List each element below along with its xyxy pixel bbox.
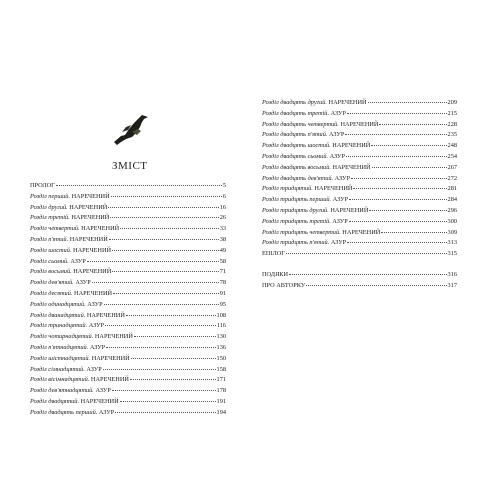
toc-entry[interactable] bbox=[30, 245, 226, 256]
toc-entry[interactable] bbox=[30, 202, 226, 213]
page-number: 116 bbox=[216, 322, 226, 330]
toc-entry-title bbox=[262, 152, 345, 162]
chapter-number: Розділ двадцять дев'ятий. bbox=[262, 174, 334, 182]
chapter-narrator: ПРО АВТОРКУ bbox=[262, 281, 306, 289]
chapter-narrator: ПРОЛОГ bbox=[30, 182, 55, 189]
page-title: ЗМІСТ bbox=[112, 160, 148, 172]
toc-entry[interactable] bbox=[30, 396, 226, 407]
chapter-narrator: АЗУР bbox=[329, 131, 345, 139]
dot-leader bbox=[104, 299, 219, 305]
chapter-narrator: НАРЕЧЕНИЙ bbox=[73, 268, 112, 276]
chapter-narrator: НАРЕЧЕНИЙ bbox=[90, 376, 129, 384]
toc-entry[interactable] bbox=[262, 140, 457, 151]
toc-entry[interactable] bbox=[30, 223, 226, 234]
dot-leader bbox=[120, 396, 216, 402]
chapter-number: Розділ одинадцятий. bbox=[30, 300, 86, 308]
chapter-narrator: НАРЕЧЕНИЙ bbox=[332, 142, 371, 150]
chapter-narrator: АЗУР bbox=[332, 196, 349, 204]
toc-entry-title bbox=[30, 224, 119, 234]
chapter-number: Розділ сьомий. bbox=[30, 257, 69, 265]
chapter-number: Розділ перший. bbox=[30, 192, 71, 200]
dot-leader bbox=[131, 353, 216, 359]
dot-leader bbox=[306, 280, 446, 286]
toc-entry[interactable] bbox=[30, 385, 226, 396]
dot-leader bbox=[112, 385, 216, 391]
dot-leader bbox=[56, 180, 222, 186]
toc-entry[interactable] bbox=[30, 374, 226, 385]
dot-leader bbox=[111, 191, 222, 197]
toc-entry[interactable] bbox=[30, 299, 226, 310]
chapter-number: Розділ двадцять восьмий. bbox=[262, 163, 331, 171]
chapter-number: Розділ тридцять третій. bbox=[262, 217, 331, 225]
toc-entry-title bbox=[262, 195, 348, 205]
page-number: 316 bbox=[447, 270, 457, 278]
toc-entry-title bbox=[262, 249, 285, 259]
chapter-narrator: НАРЕЧЕНИЙ bbox=[71, 214, 110, 222]
toc-right-column bbox=[262, 97, 457, 291]
page-number: 254 bbox=[447, 152, 457, 160]
dot-leader bbox=[379, 119, 446, 125]
dot-leader bbox=[112, 245, 219, 251]
toc-entry[interactable] bbox=[30, 342, 226, 353]
toc-entry-title bbox=[30, 278, 91, 288]
chapter-narrator: НАРЕЧЕНИЙ bbox=[69, 203, 108, 211]
toc-entry[interactable] bbox=[262, 108, 457, 119]
chapter-number: Розділ тридцять другий. bbox=[262, 206, 329, 214]
chapter-number: Розділ дванадцятий. bbox=[30, 311, 86, 319]
toc-entry-title bbox=[30, 267, 111, 277]
page-number: 284 bbox=[447, 196, 457, 204]
chapter-narrator: НАРЕЧЕНИЙ bbox=[86, 311, 125, 319]
chapter-number: Розділ двадцять сьомий. bbox=[262, 152, 329, 160]
chapter-number: Розділ тридцять перший. bbox=[262, 196, 332, 204]
dot-leader bbox=[371, 140, 446, 146]
chapter-number: Розділ вісімнадцятий. bbox=[30, 376, 90, 384]
toc-entry-title bbox=[262, 98, 367, 108]
chapter-narrator: НАРЕЧЕНИЙ bbox=[332, 163, 371, 171]
toc-entry[interactable] bbox=[262, 205, 457, 216]
toc-entry[interactable] bbox=[30, 212, 226, 223]
dot-leader bbox=[381, 227, 446, 233]
chapter-number: Розділ другий. bbox=[30, 203, 68, 211]
chapter-narrator: АЗУР bbox=[89, 343, 106, 351]
toc-entry-title bbox=[30, 246, 111, 256]
page-number: 6 bbox=[222, 192, 226, 200]
toc-entry[interactable] bbox=[262, 248, 457, 259]
dot-leader bbox=[109, 234, 219, 240]
toc-entry[interactable] bbox=[262, 183, 457, 194]
chapter-number: Розділ п'ятий. bbox=[30, 235, 69, 243]
toc-entry[interactable] bbox=[30, 320, 226, 331]
toc-entry-title bbox=[262, 281, 305, 291]
toc-entry[interactable] bbox=[262, 280, 457, 291]
page-number: 130 bbox=[216, 333, 226, 341]
toc-entry[interactable] bbox=[262, 151, 457, 162]
chapter-number: Розділ двадцять перший. bbox=[30, 408, 98, 416]
page-number: 58 bbox=[219, 257, 226, 265]
toc-entry-title bbox=[262, 120, 378, 130]
chapter-narrator: НАРЕЧЕНИЙ bbox=[94, 333, 133, 341]
chapter-number: Розділ дев'ятнадцятий. bbox=[30, 387, 94, 395]
chapter-narrator: НАРЕЧЕНИЙ bbox=[74, 289, 113, 297]
toc-entry[interactable] bbox=[262, 194, 457, 205]
page-number: 267 bbox=[447, 163, 457, 171]
page-number: 5 bbox=[222, 182, 226, 189]
toc-entry[interactable] bbox=[30, 288, 226, 299]
dot-leader bbox=[351, 173, 447, 179]
chapter-number: Розділ двадцять четвертий. bbox=[262, 120, 339, 128]
chapter-narrator: НАРЕЧЕНИЙ bbox=[91, 354, 130, 362]
dot-leader bbox=[108, 202, 218, 208]
dot-leader bbox=[349, 216, 447, 222]
toc-entry[interactable] bbox=[262, 162, 457, 173]
page-number: 281 bbox=[447, 185, 457, 193]
dot-leader bbox=[87, 256, 219, 262]
dot-leader bbox=[353, 183, 446, 189]
toc-entry[interactable] bbox=[30, 277, 226, 288]
page-number: 209 bbox=[447, 99, 457, 106]
chapter-number: Розділ тридцять п'ятий. bbox=[262, 239, 330, 247]
chapter-narrator: НАРЕЧЕНИЙ bbox=[330, 206, 369, 214]
dot-leader bbox=[346, 151, 447, 157]
toc-entry-title bbox=[30, 365, 102, 375]
page-number: 296 bbox=[447, 206, 457, 214]
chapter-narrator: АЗУР bbox=[332, 217, 348, 225]
dot-leader bbox=[115, 407, 215, 413]
dot-leader bbox=[92, 277, 219, 283]
page-number: 300 bbox=[447, 217, 457, 225]
toc-entry-title bbox=[30, 343, 105, 353]
chapter-narrator: АЗУР bbox=[70, 257, 86, 265]
toc-entry-title bbox=[30, 257, 86, 267]
chapter-number: Розділ двадцять шостий. bbox=[262, 142, 331, 150]
toc-entry[interactable] bbox=[262, 119, 457, 130]
page-number: 178 bbox=[216, 387, 226, 395]
raven-icon bbox=[112, 112, 152, 148]
chapter-number: Розділ тринадцятий. bbox=[30, 322, 88, 330]
dot-leader bbox=[347, 237, 446, 243]
chapter-narrator: АЗУР bbox=[334, 174, 351, 182]
dot-leader bbox=[289, 269, 447, 275]
page-number: 171 bbox=[216, 376, 226, 384]
toc-entry-title bbox=[30, 397, 119, 407]
chapter-number: Розділ чотирнадцятий. bbox=[30, 333, 94, 341]
toc-entry[interactable] bbox=[262, 269, 457, 280]
page-number: 235 bbox=[447, 131, 457, 139]
page-number: 136 bbox=[216, 343, 226, 351]
toc-entry[interactable] bbox=[30, 353, 226, 364]
page-number: 313 bbox=[447, 239, 457, 247]
page-number: 228 bbox=[447, 120, 457, 128]
chapter-narrator: ЕПІЛОГ bbox=[262, 250, 285, 258]
dot-leader bbox=[103, 364, 216, 370]
chapter-number: Розділ сімнадцятий. bbox=[30, 365, 85, 373]
page-number: 26 bbox=[219, 214, 226, 222]
dot-leader bbox=[134, 331, 216, 337]
dot-leader bbox=[345, 129, 446, 135]
chapter-narrator: АЗУР bbox=[86, 365, 102, 373]
toc-entry[interactable] bbox=[30, 364, 226, 375]
dot-leader bbox=[369, 205, 446, 211]
chapter-narrator: НАРЕЧЕНИЙ bbox=[340, 120, 379, 128]
toc-entry-title bbox=[262, 163, 371, 173]
chapter-number: Розділ десятий. bbox=[30, 289, 73, 297]
toc-entry[interactable] bbox=[30, 266, 226, 277]
page-number: 78 bbox=[219, 279, 226, 287]
page-number: 16 bbox=[219, 203, 226, 211]
toc-entry[interactable] bbox=[262, 227, 457, 238]
toc-entry-title bbox=[30, 408, 114, 418]
toc-entry[interactable] bbox=[262, 216, 457, 227]
dot-leader bbox=[347, 108, 447, 114]
toc-entry-title bbox=[262, 184, 352, 194]
page-number: 317 bbox=[447, 281, 457, 289]
dot-leader bbox=[105, 320, 216, 326]
toc-entry-title bbox=[262, 130, 344, 140]
chapter-number: Розділ двадцять другий. bbox=[262, 99, 327, 106]
toc-entry-title bbox=[262, 238, 346, 248]
page-number: 309 bbox=[447, 228, 457, 236]
toc-entry-title bbox=[30, 311, 125, 321]
chapter-narrator: АЗУР bbox=[75, 279, 91, 287]
page-number: 215 bbox=[447, 109, 457, 117]
dot-leader bbox=[113, 288, 219, 294]
toc-entry-title bbox=[30, 321, 104, 331]
chapter-number: Розділ двадцять третій. bbox=[262, 109, 330, 117]
toc-entry[interactable] bbox=[30, 180, 226, 191]
toc-entry-title bbox=[30, 289, 112, 299]
chapter-number: Розділ двадцять п'ятий. bbox=[262, 131, 328, 139]
toc-left-column bbox=[30, 180, 226, 418]
chapter-number: Розділ дев'ятий. bbox=[30, 279, 74, 287]
toc-entry-title bbox=[262, 270, 288, 280]
dot-leader bbox=[372, 162, 447, 168]
chapter-number: Розділ шостий. bbox=[30, 246, 72, 254]
toc-entry[interactable] bbox=[262, 97, 457, 108]
chapter-narrator: АЗУР bbox=[87, 300, 103, 308]
toc-entry[interactable] bbox=[30, 191, 226, 202]
toc-entry-title bbox=[30, 354, 130, 364]
dot-leader bbox=[130, 374, 216, 380]
toc-entry-title bbox=[30, 375, 129, 385]
dot-leader bbox=[110, 212, 218, 218]
chapter-number: Розділ четвертий. bbox=[30, 225, 80, 233]
toc-entry-title bbox=[30, 235, 108, 245]
page-number: 33 bbox=[219, 225, 226, 233]
toc-entry[interactable] bbox=[30, 234, 226, 245]
toc-entry-title bbox=[262, 228, 380, 238]
chapter-narrator: АЗУР bbox=[88, 322, 105, 330]
page-number: 248 bbox=[447, 142, 457, 150]
page-number: 315 bbox=[447, 250, 457, 258]
page-number: 194 bbox=[216, 408, 226, 416]
dot-leader bbox=[106, 342, 215, 348]
chapter-narrator: АЗУР bbox=[330, 109, 346, 117]
chapter-narrator: НАРЕЧЕНИЙ bbox=[328, 99, 367, 106]
chapter-narrator: ПОДЯКИ bbox=[262, 270, 289, 278]
page-number: 95 bbox=[219, 300, 226, 308]
toc-entry[interactable] bbox=[30, 407, 226, 418]
toc-entry[interactable] bbox=[30, 256, 226, 267]
page-number: 91 bbox=[219, 289, 226, 297]
toc-entry-title bbox=[30, 213, 109, 223]
chapter-narrator: АЗУР bbox=[329, 152, 345, 160]
chapter-narrator: НАРЕЧЕНИЙ bbox=[73, 246, 112, 254]
dot-leader bbox=[126, 310, 216, 316]
chapter-number: Розділ двадцятий. bbox=[30, 397, 80, 405]
chapter-narrator: НАРЕЧЕНИЙ bbox=[69, 235, 108, 243]
dot-leader bbox=[368, 97, 447, 103]
page-number: 71 bbox=[219, 268, 226, 276]
toc-entry-title bbox=[262, 141, 370, 151]
page-number: 150 bbox=[216, 354, 226, 362]
toc-entry-title bbox=[262, 206, 368, 216]
page-number: 158 bbox=[216, 365, 226, 373]
toc-entry-title bbox=[30, 332, 133, 342]
toc-entry-title bbox=[30, 203, 107, 213]
chapter-narrator: НАРЕЧЕНИЙ bbox=[314, 185, 353, 193]
page-number: 38 bbox=[219, 235, 226, 243]
toc-entry[interactable] bbox=[262, 129, 457, 140]
dot-leader bbox=[112, 266, 218, 272]
dot-leader bbox=[286, 248, 447, 254]
chapter-number: Розділ тридцять четвертий. bbox=[262, 228, 341, 236]
toc-entry-title bbox=[30, 192, 110, 202]
chapter-narrator: НАРЕЧЕНИЙ bbox=[80, 397, 119, 405]
chapter-narrator: АЗУР bbox=[95, 387, 111, 395]
dot-leader bbox=[349, 194, 446, 200]
toc-entry[interactable] bbox=[30, 331, 226, 342]
chapter-number: Розділ третій. bbox=[30, 214, 70, 222]
toc-entry[interactable] bbox=[30, 310, 226, 321]
toc-entry[interactable] bbox=[262, 237, 457, 248]
page-number: 108 bbox=[216, 311, 226, 319]
chapter-narrator: НАРЕЧЕНИЙ bbox=[81, 225, 120, 233]
toc-entry-title bbox=[262, 174, 350, 184]
chapter-narrator: АЗУР bbox=[98, 408, 115, 416]
toc-entry-title bbox=[30, 386, 111, 396]
toc-entry[interactable] bbox=[262, 173, 457, 184]
toc-entry-title bbox=[262, 217, 348, 227]
chapter-narrator: НАРЕЧЕНИЙ bbox=[71, 192, 110, 200]
page-number: 49 bbox=[219, 246, 226, 254]
toc-entry-title bbox=[30, 181, 55, 191]
page-number: 272 bbox=[447, 174, 457, 182]
chapter-narrator: НАРЕЧЕНИЙ bbox=[342, 228, 381, 236]
chapter-narrator: АЗУР bbox=[330, 239, 347, 247]
chapter-number: Розділ тридцятий. bbox=[262, 185, 313, 193]
chapter-number: Розділ п'ятнадцятий. bbox=[30, 343, 89, 351]
chapter-number: Розділ восьмий. bbox=[30, 268, 72, 276]
toc-entry-title bbox=[30, 300, 103, 310]
page-number: 191 bbox=[216, 397, 226, 405]
chapter-number: Розділ шістнадцятий. bbox=[30, 354, 91, 362]
dot-leader bbox=[120, 223, 219, 229]
toc-entry-title bbox=[262, 109, 346, 119]
